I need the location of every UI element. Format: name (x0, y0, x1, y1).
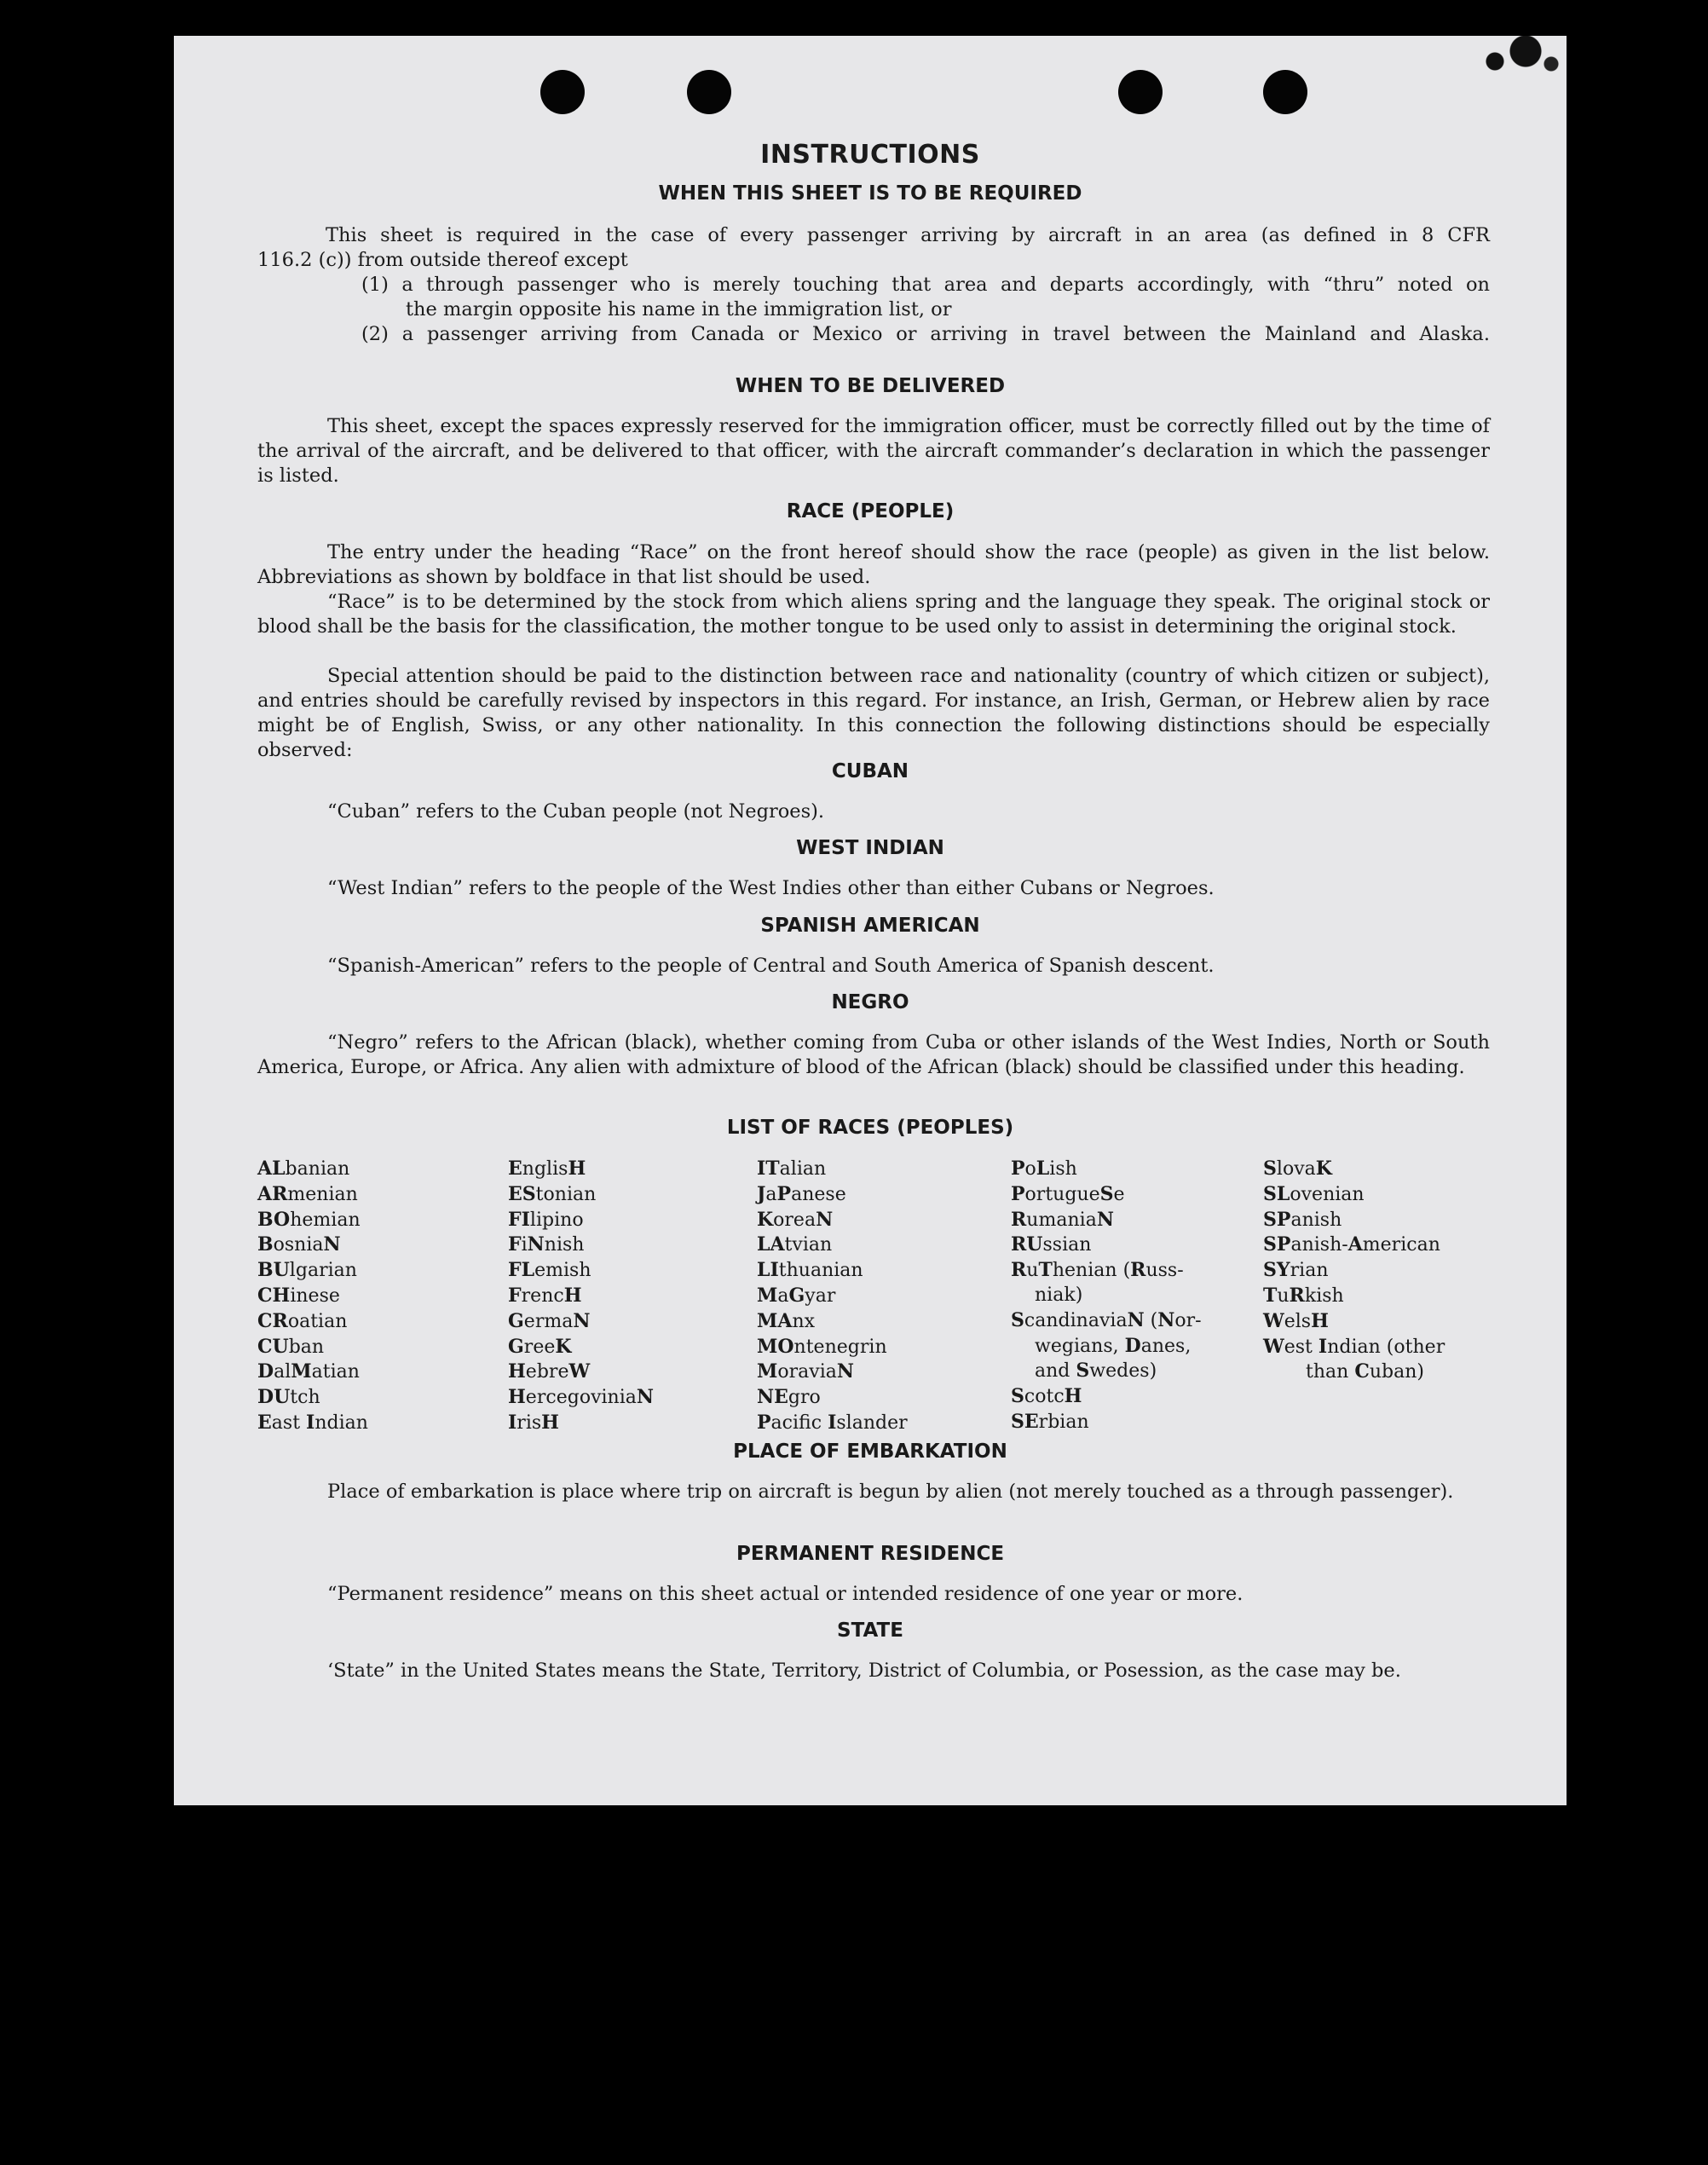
west-indian-text: “West Indian” refers to the people of the West Indies other than either Cubans or Negroes. (327, 877, 1215, 899)
race-p3: Special attention should be paid to the distinction between race and nationality (country of which citizen or subject), and entries should be carefully revised by inspectors in this regard. For instance, an Irish, German, or Hebrew alien by race might be of English, Swiss, or any other nationality. In this connection the following distinctions should be especially observed: (257, 665, 1490, 761)
race-item: East Indian (257, 1411, 368, 1434)
race-item: ScotcH (1011, 1385, 1082, 1408)
state-text: ‘State” in the United States means the State, Territory, District of Columbia, or Posession, as the case may be. (327, 1660, 1401, 1682)
heading-west-indian: WEST INDIAN (796, 837, 944, 859)
race-item: ARmenian (257, 1182, 358, 1205)
race-item: KoreaN (757, 1208, 834, 1231)
race-item: SYrian (1263, 1259, 1329, 1282)
race-item: PoLish (1011, 1158, 1077, 1180)
race-item: CUban (257, 1335, 325, 1358)
race-item: MOntenegrin (757, 1335, 887, 1358)
race-item: CHinese (257, 1284, 340, 1307)
race-item: LIthuanian (757, 1259, 863, 1282)
race-item: HercegoviniaN (508, 1386, 654, 1409)
punch-hole (1118, 70, 1163, 114)
race-item: wegians, Danes, (1035, 1334, 1192, 1357)
required-line2: 116.2 (c)) from outside thereof except (257, 249, 628, 271)
race-p2: “Race” is to be determined by the stock from which aliens spring and the language they speak. The original stock or blood shall be the basis for the classification, the mother tongue to be used only to assist in determining the original stock. (257, 591, 1490, 638)
heading-state: STATE (837, 1619, 903, 1642)
race-item: SlovaK (1263, 1158, 1332, 1180)
race-item: MaGyar (757, 1284, 836, 1307)
race-item: IrisH (508, 1411, 559, 1434)
race-column-3 (757, 1157, 908, 1436)
race-column-5 (1263, 1157, 1445, 1385)
race-item: DalMatian (257, 1360, 360, 1383)
race-item: DUtch (257, 1386, 320, 1409)
race-item: FLemish (508, 1259, 591, 1282)
punch-hole (1263, 70, 1307, 114)
race-item: FIlipino (508, 1208, 584, 1231)
required-item2: (2) a passenger arriving from Canada or Mexico or arriving in travel between the Mainland and Alaska. (361, 323, 1490, 345)
race-item: CRoatian (257, 1309, 348, 1332)
required-item1b: the margin opposite his name in the immigration list, or (406, 298, 952, 320)
race-item: HebreW (508, 1360, 591, 1383)
race-item: EStonian (508, 1182, 597, 1205)
race-item: ALbanian (257, 1158, 350, 1180)
heading-cuban: CUBAN (831, 760, 909, 782)
race-item: RUssian (1011, 1233, 1092, 1256)
heading-embarkation: PLACE OF EMBARKATION (733, 1440, 1007, 1463)
race-item: GreeK (508, 1335, 572, 1358)
spanish-american-text: “Spanish-American” refers to the people of Central and South America of Spanish descent. (327, 955, 1215, 977)
document-sheet (174, 36, 1567, 1805)
race-item: MoraviaN (757, 1360, 854, 1383)
punch-hole (687, 70, 731, 114)
page-title: INSTRUCTIONS (760, 140, 980, 170)
ink-stain (1464, 36, 1567, 87)
race-item: FrencH (508, 1284, 582, 1307)
race-item: West Indian (other (1263, 1335, 1445, 1358)
race-item: EnglisH (508, 1158, 586, 1180)
race-item: PortugueSe (1011, 1182, 1125, 1205)
race-item: WelsH (1263, 1309, 1329, 1332)
race-item: RuThenian (Russ- (1011, 1259, 1184, 1282)
required-line1: This sheet is required in the case of every passenger arriving by aircraft in an area (as defined in 8 CFR (326, 224, 1490, 246)
race-item: BosniaN (257, 1233, 341, 1256)
race-item: RumaniaN (1011, 1208, 1114, 1231)
race-item: JaPanese (757, 1182, 846, 1205)
race-p1: The entry under the heading “Race” on the front hereof should show the race (people) as given in the list below. Abbreviations as shown by boldface in that list should be used. (257, 541, 1490, 588)
race-item: than Cuban) (1306, 1360, 1424, 1383)
race-item: SErbian (1011, 1410, 1089, 1433)
race-item: BUlgarian (257, 1259, 357, 1282)
delivered-text: This sheet, except the spaces expressly reserved for the immigration officer, must be correctly filled out by the time of the arrival of the aircraft, and be delivered to that officer, with the aircraft commander’s declaration in which the passenger is listed. (257, 415, 1490, 487)
negro-text: “Negro” refers to the African (black), whether coming from Cuba or other islands of the West Indies, North or South America, Europe, or Africa. Any alien with admixture of blood of the African (black) should be classified under this heading. (257, 1031, 1490, 1078)
race-item: NEgro (757, 1386, 821, 1409)
heading-negro: NEGRO (831, 991, 909, 1013)
heading-spanish-american: SPANISH AMERICAN (760, 915, 980, 937)
race-item: GermaN (508, 1309, 591, 1332)
race-item: SPanish (1263, 1208, 1342, 1231)
race-item: Pacifc Islander (757, 1411, 908, 1434)
race-item: MAnx (757, 1309, 816, 1332)
race-item: SLovenian (1263, 1182, 1365, 1205)
heading-delivered: WHEN TO BE DELIVERED (735, 375, 1006, 397)
cuban-text: “Cuban” refers to the Cuban people (not Negroes). (327, 800, 825, 823)
residence-text: “Permanent residence” means on this sheet actual or intended residence of one year or more. (327, 1583, 1243, 1605)
race-item: niak) (1035, 1284, 1083, 1306)
race-item: BOhemian (257, 1208, 361, 1231)
heading-list-of-races: LIST OF RACES (PEOPLES) (726, 1117, 1014, 1139)
race-column-2 (508, 1157, 654, 1436)
punch-hole (540, 70, 585, 114)
race-item: FiNnish (508, 1233, 585, 1256)
heading-residence: PERMANENT RESIDENCE (736, 1543, 1005, 1565)
heading-required: WHEN THIS SHEET IS TO BE REQUIRED (658, 182, 1082, 205)
heading-race: RACE (PEOPLE) (786, 500, 955, 522)
race-item: TuRkish (1263, 1284, 1344, 1307)
race-item: and Swedes) (1035, 1360, 1157, 1383)
race-item: LAtvian (757, 1233, 833, 1256)
race-item: ScandinaviaN (Nor- (1011, 1308, 1202, 1331)
race-item: SPanish-American (1263, 1233, 1440, 1256)
race-column-1 (257, 1157, 368, 1436)
embarkation-text: Place of embarkation is place where trip on aircraft is begun by alien (not merely touched as a through passenger). (327, 1481, 1454, 1503)
required-item1a: (1) a through passenger who is merely touching that area and departs accordingly, with “thru” noted on (361, 274, 1490, 296)
race-item: ITalian (757, 1158, 827, 1180)
race-column-4 (1011, 1157, 1202, 1435)
